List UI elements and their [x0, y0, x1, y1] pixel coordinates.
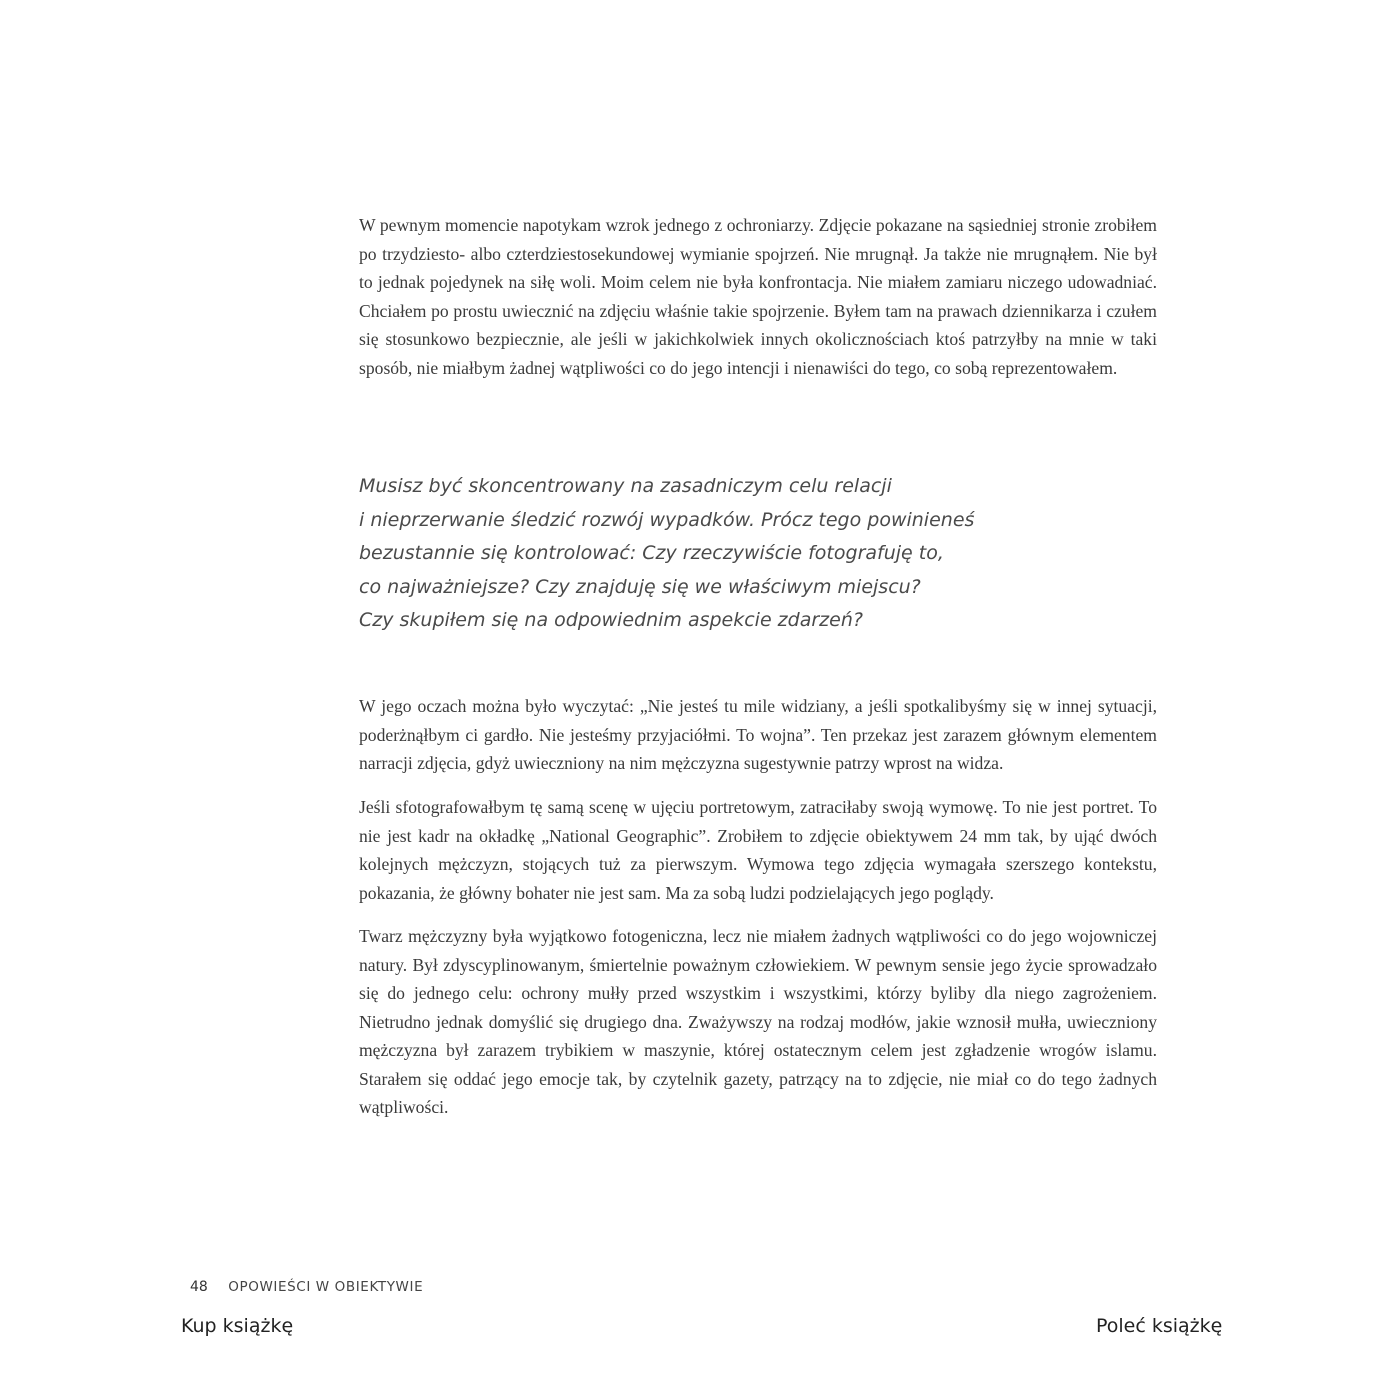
pull-quote-line-4: co najważniejsze? Czy znajduję się we właściwym miejscu?: [359, 575, 921, 598]
pull-quote-line-2: i nieprzerwanie śledzić rozwój wypadków. Prócz tego powinieneś: [359, 508, 975, 531]
body-paragraph-3: Jeśli sfotografowałbym tę samą scenę w ujęciu portretowym, zatraciłaby swoją wymowę. To nie jest portret. To nie jest kadr na okładkę „National Geographic”. Zrobiłem to zdjęcie obiektywem 24 mm tak, by ująć dwóch kolejnych mężczyzn, stojących tuż za pierwszym. Wymowa tego zdjęcia wymagała szerszego kontekstu, pokazania, że główny bohater nie jest sam. Ma za sobą ludzi podzielających jego poglądy.: [359, 797, 1157, 903]
running-head: OPOWIEŚCI W OBIEKTYWIE: [228, 1279, 424, 1295]
body-paragraph-4: Twarz mężczyzny była wyjątkowo fotogeniczna, lecz nie miałem żadnych wątpliwości co do jego wojowniczej natury. Był zdyscyplinowanym, śmiertelnie poważnym człowiekiem. W pewnym sensie jego życie sprowadzało się do jednego celu: ochrony mułły przed wszystkim i wszystkimi, którzy byliby dla niego zagrożeniem. Nietrudno jednak domyślić się drugiego dna. Zważywszy na rodzaj modłów, jakie wznosił mułła, uwieczniony mężczyzna był zarazem trybikiem w maszynie, której ostatecznym celem jest zgładzenie wrogów islamu. Starałem się oddać jego emocje tak, by czytelnik gazety, patrzący na to zdjęcie, nie miał co do tego żadnych wątpliwości.: [359, 926, 1157, 1117]
pull-quote-line-5: Czy skupiłem się na odpowiednim aspekcie zdarzeń?: [359, 609, 863, 631]
pull-quote-line-1: Musisz być skoncentrowany na zasadniczym celu relacji: [359, 475, 892, 497]
pull-quote-line-3: bezustannie się kontrolować: Czy rzeczywiście fotografuję to,: [359, 542, 944, 564]
body-paragraph-2: W jego oczach można było wyczytać: „Nie jesteś tu mile widziany, a jeśli spotkalibyśmy się w innej sytuacji, poderżnąłbym ci gardło. Nie jesteśmy przyjaciółmi. To wojna”. Ten przekaz jest zarazem głównym elementem narracji zdjęcia, gdyż uwieczniony na nim mężczyzna sugestywnie patrzy wprost na widza.: [359, 696, 1157, 773]
page-number: 48: [190, 1279, 208, 1295]
page-footer: [190, 1279, 423, 1295]
body-paragraph-1: W pewnym momencie napotykam wzrok jednego z ochroniarzy. Zdjęcie pokazane na sąsiedniej stronie zrobiłem po trzydziesto- albo czterdziestosekundowej wymianie spojrzeń. Nie mrugnął. Ja także nie mrugnąłem. Nie był to jednak pojedynek na siłę woli. Moim celem nie była konfrontacja. Nie miałem zamiaru niczego udowadniać. Chciałem po prostu uwiecznić na zdjęciu właśnie takie spojrzenie. Byłem tam na prawach dziennikarza i czułem się stosunkowo bezpiecznie, ale jeśli w jakichkolwiek innych okolicznościach ktoś patrzyłby na mnie w taki sposób, nie miałbym żadnej wątpliwości co do jego intencji i nienawiści do tego, co sobą reprezentowałem.: [359, 215, 1157, 378]
pull-quote: [359, 470, 999, 638]
recommend-book-link[interactable]: Poleć książkę: [1096, 1315, 1223, 1337]
buy-book-link[interactable]: Kup książkę: [181, 1315, 294, 1337]
